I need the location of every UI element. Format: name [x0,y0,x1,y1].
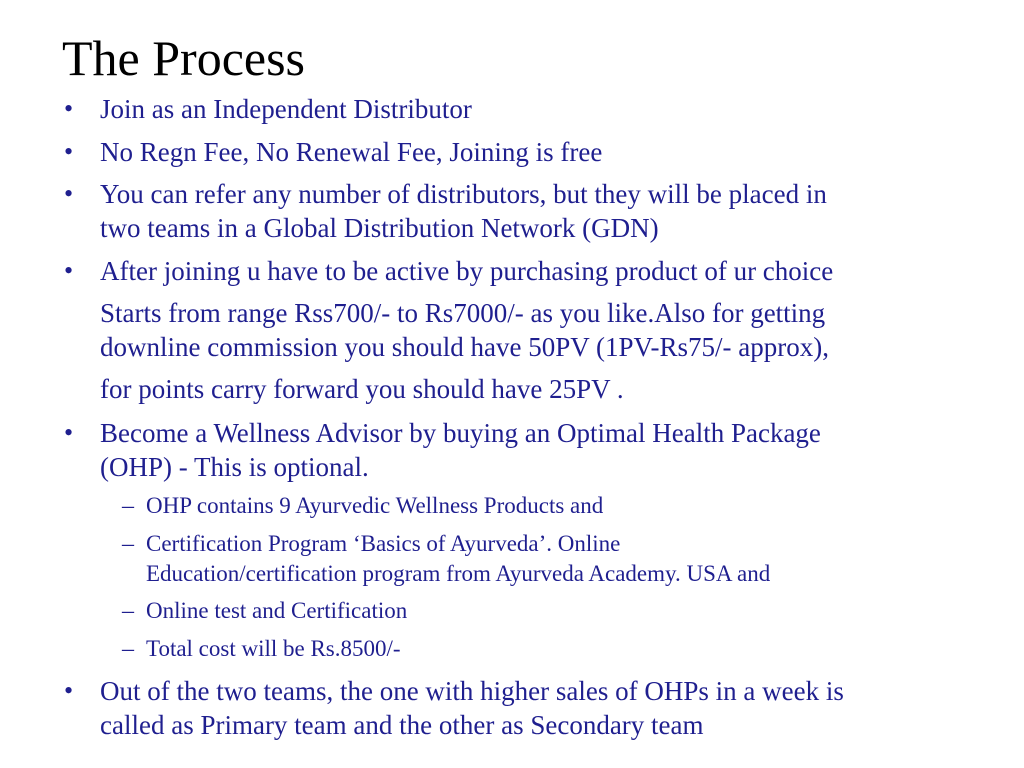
bullet-line: downline commission you should have 50PV (1PV-Rs75/- approx), [100,332,829,362]
sub-bullet-marker: – [122,636,134,662]
bullet-marker: • [64,137,74,166]
bullet-continuation [100,296,829,364]
bullet-line: two teams in a Global Distribution Network (GDN) [100,213,659,243]
slide-title: The Process [62,30,305,86]
bullet-line: After joining u have to be active by purchasing product of ur choice [100,256,834,286]
bullet-line: Join as an Independent Distributor [100,94,472,124]
bullet-continuation [100,372,624,406]
sub-bullet-item [146,529,770,589]
bullet-line: for points carry forward you should have 25PV . [100,374,624,404]
bullet-item [100,674,844,742]
bullet-item [100,177,827,245]
bullet-line: Out of the two teams, the one with higher sales of OHPs in a week is [100,676,844,706]
sub-bullet-marker: – [122,598,134,624]
sub-bullet-line: Total cost will be Rs.8500/- [146,636,401,661]
bullet-line: You can refer any number of distributors, but they will be placed in [100,179,827,209]
sub-bullet-item [146,491,603,521]
bullet-marker: • [64,256,74,285]
bullet-marker: • [64,676,74,705]
sub-bullet-item [146,634,401,664]
bullet-line: No Regn Fee, No Renewal Fee, Joining is free [100,137,603,167]
bullet-marker: • [64,94,74,123]
sub-bullet-marker: – [122,493,134,519]
bullet-item [100,92,472,126]
bullet-item [100,135,602,169]
sub-bullet-line: Online test and Certification [146,598,408,623]
sub-bullet-marker: – [122,531,134,557]
bullet-line: called as Primary team and the other as Secondary team [100,710,704,740]
sub-bullet-line: Certification Program ‘Basics of Ayurveda’. Online [146,531,621,556]
sub-bullet-line: OHP contains 9 Ayurvedic Wellness Products and [146,493,604,518]
bullet-marker: • [64,179,74,208]
bullet-line: Become a Wellness Advisor by buying an Optimal Health Package [100,418,821,448]
bullet-item [100,416,821,484]
bullet-item [100,254,833,288]
sub-bullet-line: Education/certification program from Ayurveda Academy. USA and [146,561,771,586]
bullet-line: Starts from range Rss700/- to Rs7000/- as you like.Also for getting [100,298,826,328]
bullet-marker: • [64,418,74,447]
bullet-line: (OHP) - This is optional. [100,452,369,482]
sub-bullet-item [146,596,407,626]
